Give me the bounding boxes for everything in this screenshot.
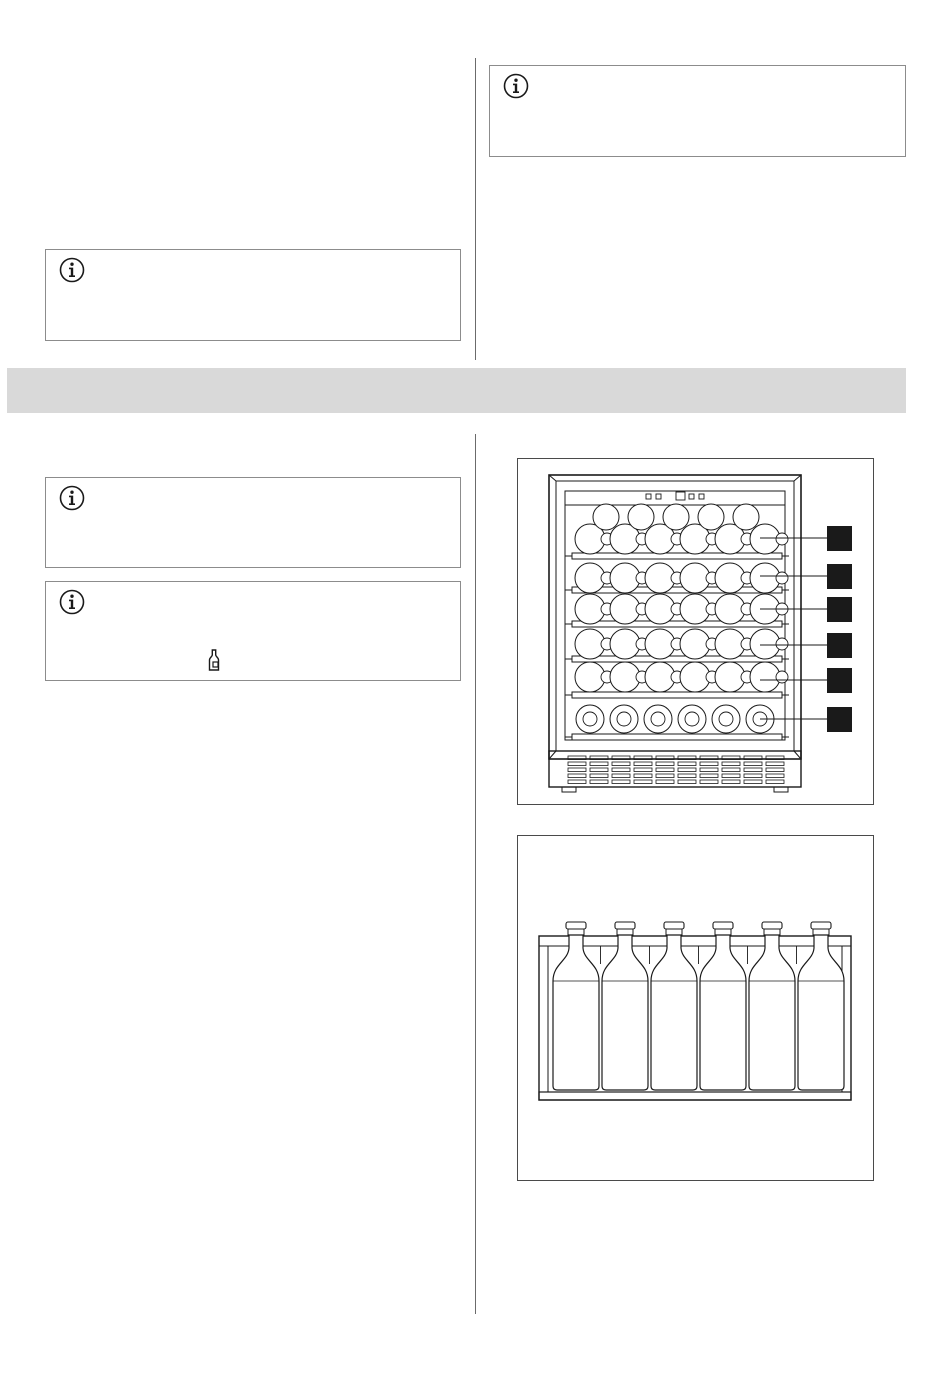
- vent-slot: [612, 768, 630, 772]
- shelf-rail: [572, 621, 782, 627]
- info-note-left-top: [45, 249, 461, 341]
- bottle-end: [593, 504, 619, 530]
- info-icon: [59, 485, 85, 511]
- info-icon: [503, 73, 529, 99]
- bottle-ring: [617, 929, 633, 935]
- vent-slot: [700, 762, 718, 766]
- vent-slot: [590, 768, 608, 772]
- shelf-rail: [572, 587, 782, 593]
- bottle-end: [750, 524, 780, 554]
- callout-marker: [827, 526, 852, 551]
- vent-slot: [590, 780, 608, 784]
- bottle-body: [700, 935, 746, 1090]
- bottle-neck: [776, 671, 788, 683]
- bottle-body: [553, 935, 599, 1090]
- bottle-neck: [583, 712, 597, 726]
- vent-slot: [678, 774, 696, 778]
- vent-slot: [656, 762, 674, 766]
- shelf-row: [565, 662, 789, 698]
- vent-slot: [722, 762, 740, 766]
- vent-slot: [678, 768, 696, 772]
- column-divider-bottom: [475, 434, 476, 1314]
- bottle-end: [645, 563, 675, 593]
- wine-bottle: [651, 922, 697, 1090]
- vent-slot: [766, 780, 784, 784]
- bottle-end: [645, 594, 675, 624]
- vent-slot: [700, 768, 718, 772]
- column-divider-top: [475, 58, 476, 360]
- bottle-body: [602, 935, 648, 1090]
- info-icon: [59, 589, 85, 615]
- bottle-ring: [715, 929, 731, 935]
- bottle-cap: [664, 922, 684, 929]
- vent-slot: [744, 768, 762, 772]
- bottle-end: [715, 662, 745, 692]
- bottle-end: [680, 629, 710, 659]
- wine-cabinet-illustration: [518, 459, 875, 806]
- wine-bottle: [553, 922, 599, 1090]
- bottle-end: [680, 594, 710, 624]
- vent-slot: [744, 762, 762, 766]
- info-icon: [59, 257, 85, 283]
- shelf-rail: [572, 553, 782, 559]
- bottle-end: [575, 563, 605, 593]
- vent-slot: [634, 762, 652, 766]
- bottle-neck: [776, 572, 788, 584]
- bottle-end: [680, 662, 710, 692]
- bottle-end: [610, 594, 640, 624]
- vent-slot: [656, 780, 674, 784]
- bottle-end: [750, 662, 780, 692]
- callout-marker: [827, 668, 852, 693]
- wine-bottle: [749, 922, 795, 1090]
- wine-bottle: [602, 922, 648, 1090]
- bottle-end: [750, 563, 780, 593]
- bottle-end: [733, 504, 759, 530]
- callout-marker: [827, 597, 852, 622]
- vent-slot: [678, 762, 696, 766]
- vent-slot: [766, 768, 784, 772]
- shelf-row: [565, 563, 789, 593]
- figure-wine-cabinet-front: [517, 458, 874, 805]
- vent-slot: [612, 780, 630, 784]
- bottle-end: [680, 563, 710, 593]
- bottle-end: [645, 629, 675, 659]
- bottle-end: [715, 629, 745, 659]
- shelf-rail: [572, 692, 782, 698]
- bottle-end: [750, 629, 780, 659]
- bottle-end: [663, 504, 689, 530]
- bottle-end: [628, 504, 654, 530]
- bottle-neck: [651, 712, 665, 726]
- bottle-end: [610, 629, 640, 659]
- bottle-cap: [615, 922, 635, 929]
- bottle-end: [698, 504, 724, 530]
- info-note-right-top: [489, 65, 906, 157]
- vent-slot: [678, 780, 696, 784]
- bottle-cap: [713, 922, 733, 929]
- bottle-body: [651, 935, 697, 1090]
- vent-slot: [634, 774, 652, 778]
- vent-slot: [568, 768, 586, 772]
- shelf-row: [565, 504, 789, 559]
- vent-grille: [568, 756, 784, 784]
- vent-slot: [700, 780, 718, 784]
- vent-slot: [722, 780, 740, 784]
- bottle-end: [715, 563, 745, 593]
- bottle-end: [715, 594, 745, 624]
- vent-slot: [568, 780, 586, 784]
- vent-slot: [722, 768, 740, 772]
- vent-slot: [744, 774, 762, 778]
- bottle-end: [645, 662, 675, 692]
- wine-shelf-illustration: [518, 836, 875, 1182]
- vent-slot: [612, 762, 630, 766]
- vent-slot: [634, 780, 652, 784]
- wine-bottle-icon: [208, 649, 220, 671]
- figure-wine-shelf-side: [517, 835, 874, 1181]
- bottle-end: [575, 629, 605, 659]
- vent-slot: [766, 762, 784, 766]
- bottle-cap: [811, 922, 831, 929]
- bottle-neck: [719, 712, 733, 726]
- bottle-end: [610, 563, 640, 593]
- callout-marker: [827, 564, 852, 589]
- bottle-neck: [776, 638, 788, 650]
- bottle-end: [575, 662, 605, 692]
- bottle-ring: [764, 929, 780, 935]
- vent-slot: [568, 774, 586, 778]
- bottle-ring: [568, 929, 584, 935]
- wine-bottle: [700, 922, 746, 1090]
- bottle-end: [610, 662, 640, 692]
- vent-slot: [700, 774, 718, 778]
- bottle-ring: [813, 929, 829, 935]
- bottle-cap: [566, 922, 586, 929]
- bottle-neck: [685, 712, 699, 726]
- shelf-rail: [572, 734, 782, 740]
- wine-bottle: [798, 922, 844, 1090]
- vent-slot: [722, 774, 740, 778]
- vent-slot: [568, 762, 586, 766]
- section-header-band: [7, 368, 906, 413]
- shelf-row: [565, 629, 789, 662]
- vent-slot: [656, 768, 674, 772]
- vent-slot: [634, 768, 652, 772]
- bottle-neck: [776, 533, 788, 545]
- shelf-rail: [572, 656, 782, 662]
- vent-slot: [744, 780, 762, 784]
- bottle-cap: [762, 922, 782, 929]
- callout-marker: [827, 707, 852, 732]
- shelf-row: [565, 705, 789, 740]
- bottle-body: [749, 935, 795, 1090]
- vent-slot: [590, 774, 608, 778]
- bottle-neck: [617, 712, 631, 726]
- bottle-body: [798, 935, 844, 1090]
- info-note-left-mid-2: [45, 581, 461, 681]
- info-note-left-mid-1: [45, 477, 461, 568]
- vent-slot: [612, 774, 630, 778]
- vent-slot: [766, 774, 784, 778]
- bottle-ring: [666, 929, 682, 935]
- callout-marker: [827, 633, 852, 658]
- vent-slot: [656, 774, 674, 778]
- shelf-row: [565, 594, 789, 627]
- vent-slot: [590, 762, 608, 766]
- shelf-base: [539, 1092, 851, 1100]
- bottle-end: [575, 594, 605, 624]
